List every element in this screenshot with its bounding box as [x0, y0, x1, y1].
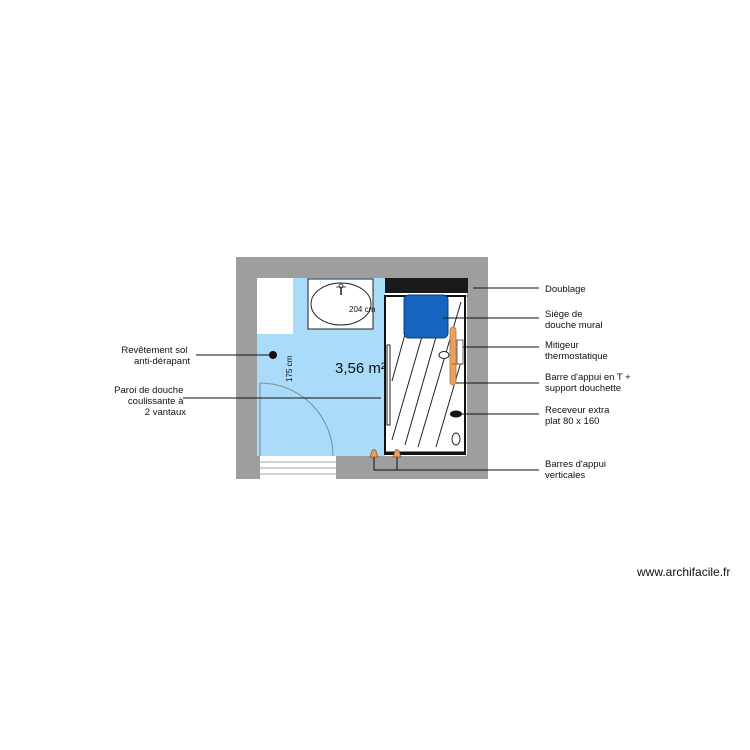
thermostatic-mixer — [457, 340, 463, 364]
height-dimension: 175 cm — [285, 355, 294, 382]
label-barre-t: Barre d'appui en T + support douchette — [545, 372, 631, 394]
area-label: 3,56 m² — [335, 360, 386, 377]
door-opening — [260, 456, 336, 479]
sliding-shower-screen — [387, 345, 390, 425]
label-siege: Siège de douche mural — [545, 309, 603, 331]
width-dimension: 204 cm — [349, 305, 376, 314]
label-barres-verticales: Barres d'appui verticales — [545, 459, 606, 481]
shower-accessory — [452, 433, 460, 445]
shower-seat — [404, 295, 448, 338]
label-receveur: Receveur extra plat 80 x 160 — [545, 405, 610, 427]
label-mitigeur: Mitigeur thermostatique — [545, 340, 608, 362]
credit-watermark: www.archifacile.fr — [637, 565, 731, 579]
anti-slip-marker — [269, 351, 277, 359]
t-grab-bar — [450, 327, 456, 385]
label-paroi: Paroi de douche coulissante à 2 vantaux — [114, 385, 186, 418]
label-revetement: Revêtement sol anti-dérapant — [121, 345, 190, 367]
doublage-wall-lining — [385, 278, 468, 293]
mixer-tap-icon — [439, 352, 449, 359]
label-doublage: Doublage — [545, 284, 586, 295]
storage-unit — [257, 278, 293, 334]
